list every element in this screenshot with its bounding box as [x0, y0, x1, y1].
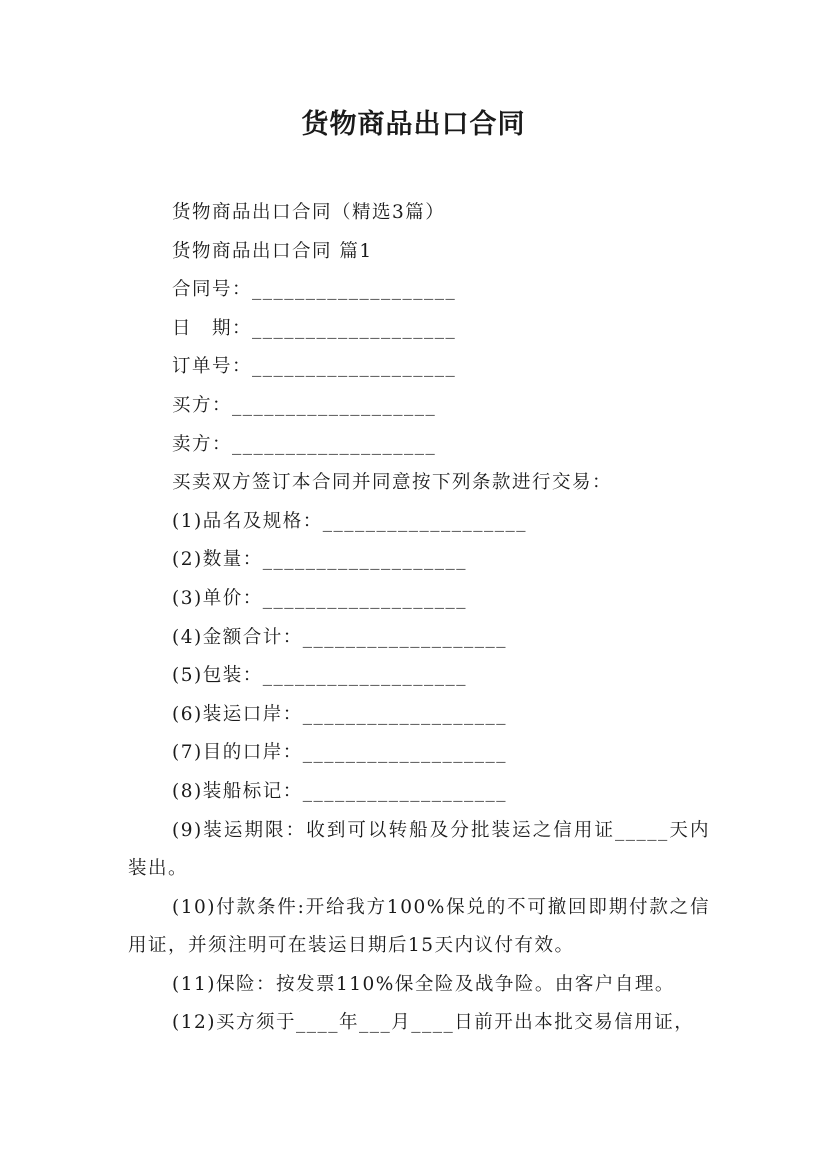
clause-packing: (5)包装：___________________ [172, 665, 467, 687]
paragraph-block [128, 812, 710, 1044]
seller-line: 卖方：___________________ [172, 433, 437, 455]
clause-unit-price: (3)单价：___________________ [172, 587, 467, 609]
clause-product-name: (1)品名及规格：___________________ [172, 510, 527, 532]
order-number-line: 订单号：___________________ [172, 356, 457, 378]
clause-quantity: (2)数量：___________________ [172, 549, 467, 571]
clause-insurance: (11)保险：按发票110%保全险及战争险。由客户自理。 [172, 973, 675, 995]
clause-letter-of-credit: (12)买方须于____年___月____日前开出本批交易信用证， [172, 1012, 695, 1034]
subtitle-line: 货物商品出口合同（精选3篇） [172, 202, 446, 223]
clause-shipping-mark: (8)装船标记：___________________ [172, 780, 507, 802]
clause-destination-port: (7)目的口岸：___________________ [172, 742, 507, 764]
document-title: 货物商品出口合同 [301, 109, 526, 140]
clause-total-amount: (4)金额合计：___________________ [172, 626, 507, 648]
date-line: 日 期：___________________ [172, 317, 457, 339]
buyer-line: 买方：___________________ [172, 394, 437, 416]
clause-loading-port: (6)装运口岸：___________________ [172, 703, 507, 725]
section-heading: 货物商品出口合同 篇1 [172, 240, 373, 262]
clause-shipment-period: (9)装运期限：收到可以转船及分批装运之信用证_____天内装出。 [128, 819, 710, 880]
clause-payment-terms: (10)付款条件:开给我方100%保兑的不可撤回即期付款之信用证，并须注明可在装运日期后15天内议付有效。 [128, 896, 710, 957]
agreement-line: 买卖双方签订本合同并同意按下列条款进行交易： [172, 472, 613, 494]
contract-number-line: 合同号：___________________ [172, 279, 457, 301]
document-body [128, 194, 710, 1043]
